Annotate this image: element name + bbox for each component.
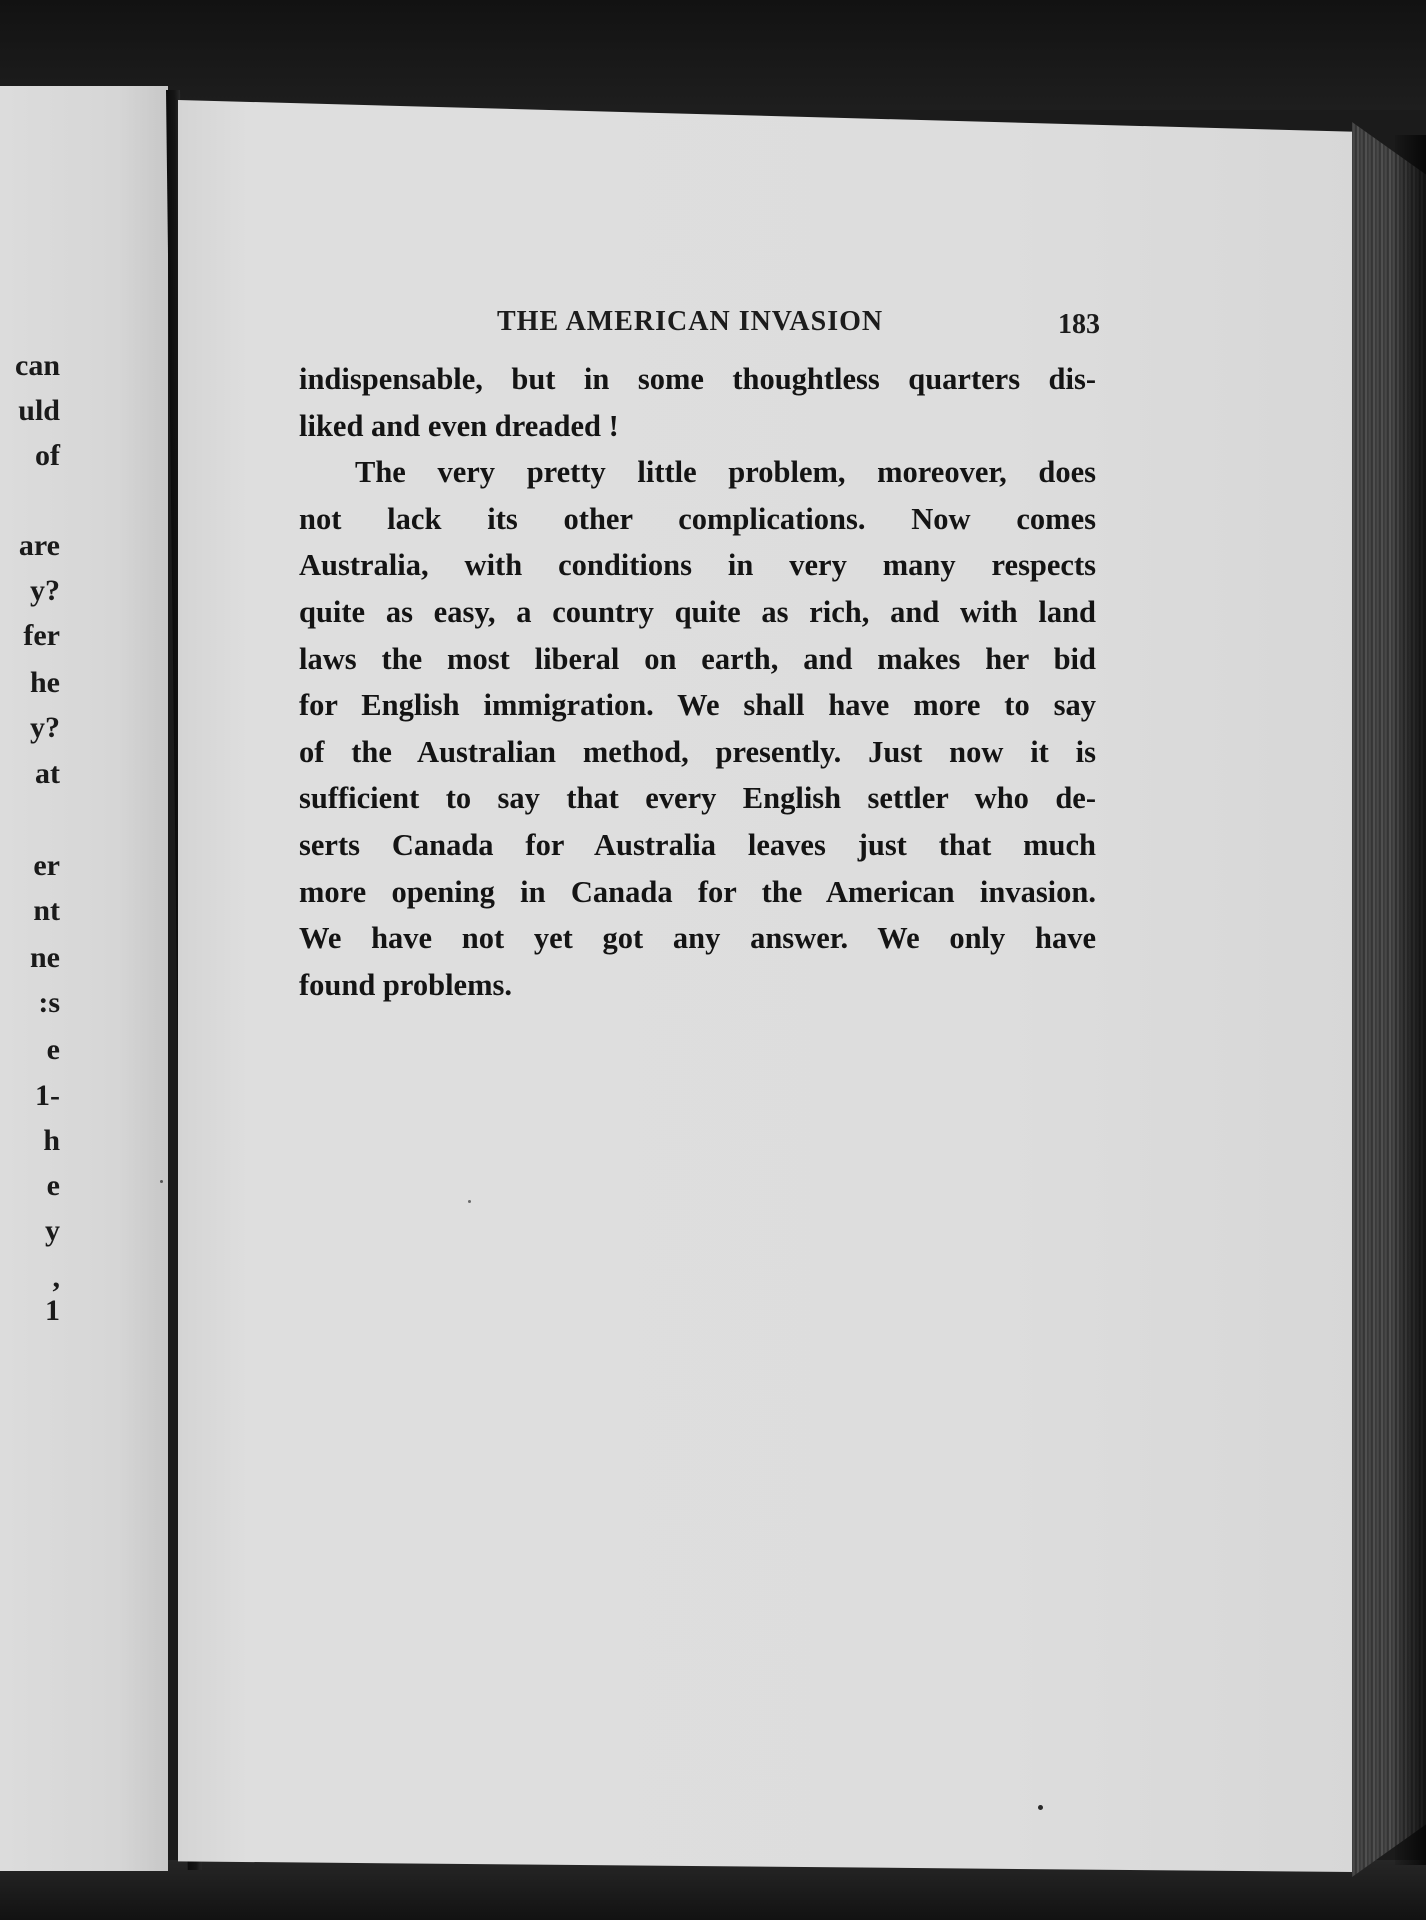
left-fragment: e — [46, 1033, 60, 1066]
paper-speck — [1038, 1805, 1043, 1810]
text-line: The very pretty little problem, moreover, does — [355, 455, 1096, 490]
left-fragment: 1 — [45, 1294, 60, 1327]
text-line: more opening in Canada for the American invasion. — [299, 874, 1096, 909]
left-fragment: can — [15, 349, 60, 382]
left-fragment: 1- — [35, 1079, 60, 1112]
left-fragment: , — [52, 1261, 60, 1294]
left-fragment: y? — [30, 711, 60, 744]
text-line: We have not yet got any answer. We only have — [299, 921, 1096, 956]
page-number: 183 — [1058, 309, 1100, 340]
left-fragment: of — [35, 439, 60, 472]
left-fragment: :s — [38, 986, 60, 1019]
text-line: not lack its other complications. Now comes — [299, 501, 1096, 536]
left-fragment: h — [43, 1124, 60, 1157]
left-fragment: he — [30, 666, 60, 699]
paper-speck — [468, 1200, 471, 1203]
left-fragment: uld — [18, 394, 60, 427]
scan-background-top — [0, 0, 1426, 110]
running-head: THE AMERICAN INVASION — [497, 306, 884, 337]
page-stack-shadow — [1395, 135, 1426, 1865]
left-fragment: y? — [30, 574, 60, 607]
left-fragment: ne — [30, 941, 60, 974]
text-line: liked and even dreaded ! — [299, 408, 619, 443]
left-fragment: fer — [23, 619, 60, 652]
text-line: of the Australian method, presently. Just now it is — [299, 734, 1096, 769]
left-fragment: nt — [33, 894, 60, 927]
text-line: found problems. — [299, 967, 512, 1002]
body-text — [299, 356, 1096, 1008]
left-fragment: are — [18, 529, 60, 562]
text-line: serts Canada for Australia leaves just that much — [299, 827, 1096, 862]
text-line: quite as easy, a country quite as rich, and with land — [299, 594, 1096, 629]
paper-speck — [160, 1180, 163, 1183]
text-line: laws the most liberal on earth, and makes her bid — [299, 641, 1096, 676]
text-line: sufficient to say that every English settler who de- — [299, 781, 1096, 816]
left-fragment: er — [33, 849, 60, 882]
left-fragment: e — [46, 1169, 60, 1202]
left-facing-page — [0, 86, 168, 1871]
text-line: indispensable, but in some thoughtless quarters dis- — [299, 362, 1096, 396]
left-fragment: at — [35, 757, 60, 790]
left-fragment: y — [45, 1214, 60, 1247]
text-line: for English immigration. We shall have more to say — [299, 688, 1096, 723]
text-line: Australia, with conditions in very many respects — [299, 548, 1096, 583]
